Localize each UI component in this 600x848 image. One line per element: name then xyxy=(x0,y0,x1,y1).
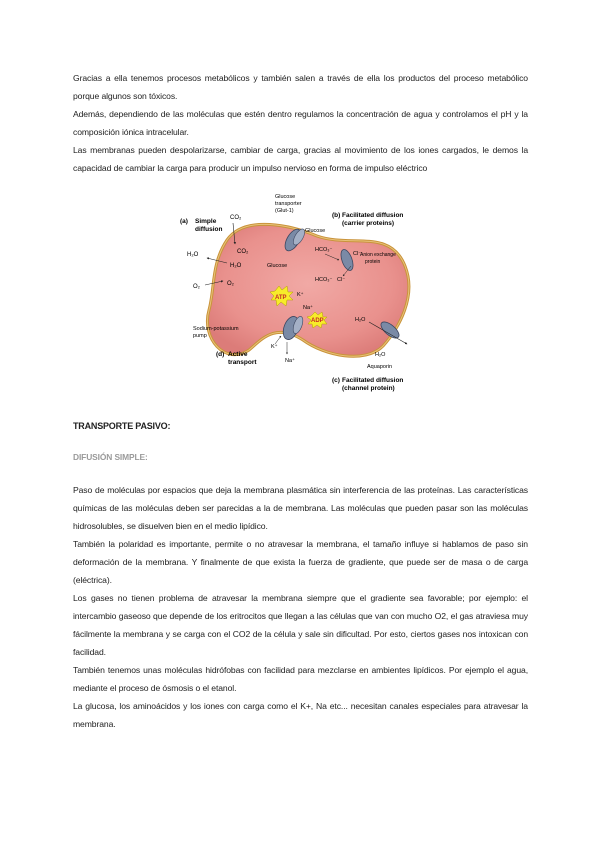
co2-inside: CO₂ xyxy=(237,249,249,255)
membrane-transport-diagram xyxy=(175,188,427,396)
label-d-2: transport xyxy=(228,359,257,366)
label-b-2: (carrier proteins) xyxy=(342,220,395,227)
section-title: TRANSPORTE PASIVO: xyxy=(73,421,171,431)
body-paragraph-4: También tenemos unas moléculas hidrófobas con facilidad para mezclarse en ambientes lipídicos. Por ejemplo el agua, mediante el proceso de ósmosis o el etanol. xyxy=(73,665,528,693)
glucose-inside: Glucose xyxy=(267,263,288,269)
cell-membrane xyxy=(207,224,408,356)
glut-label-2: transporter xyxy=(275,201,302,207)
aquaporin-label: Aquaporin xyxy=(367,364,393,370)
o2-inside: O₂ xyxy=(227,281,234,287)
body-paragraph-5: La glucosa, los aminoácidos y los iones con carga como el K+, Na etc... necesitan canales especiales para atravesar la membrana. xyxy=(73,701,528,729)
label-b-1: Facilitated diffusion xyxy=(342,212,404,219)
na-top-label: Na⁺ xyxy=(303,305,313,311)
cl-outside: Cl⁻ xyxy=(353,251,362,257)
cl-inside: Cl⁻ xyxy=(337,277,346,283)
label-d-1: Active xyxy=(228,351,248,358)
k-bottom-label: K⁺ xyxy=(271,344,278,350)
intro-paragraph-3: Las membranas pueden despolarizarse, cambiar de carga, gracias al movimiento de los iones cargados, le demos la capacidad de cambiar la carga para producir un impulso nervioso en forma de impulso eléctrico xyxy=(73,145,528,173)
body-paragraph-1: Paso de moléculas por espacios que deja la membrana plasmática sin interferencia de las proteínas. Las características químicas de las moléculas deben ser parecidas a la de membrana. Las moléculas que pueden pasar son las moléculas hidrosolubles, se disuelven bien en el medio lipídico. xyxy=(73,485,528,531)
h2o-channel-outside: H₂O xyxy=(375,352,386,358)
h2o-outside: H₂O xyxy=(187,252,199,258)
anion-label-2: protein xyxy=(365,259,381,265)
label-d-letter: (d) xyxy=(216,351,225,358)
intro-paragraph-1: Gracias a ella tenemos procesos metabólicos y también salen a través de ella los productos del proceso metabólico porque algunos son tóxicos. xyxy=(73,73,528,101)
label-b-letter: (b) xyxy=(332,212,341,219)
pump-label-1: Sodium-potassium xyxy=(193,326,239,332)
intro-paragraph-2: Además, dependiendo de las moléculas que estén dentro regulamos la concentración de agua y controlamos el pH y la composición iónica intracelular. xyxy=(73,109,528,137)
pump-label-2: pump xyxy=(193,333,207,339)
glut-label-1: Glucose xyxy=(275,194,296,200)
hco3-outside: HCO₃⁻ xyxy=(315,247,333,253)
atp-label: ATP xyxy=(275,295,287,301)
co2-outside: CO₂ xyxy=(230,215,242,221)
label-a-letter: (a) xyxy=(180,218,188,225)
label-c-letter: (c) xyxy=(332,377,340,384)
h2o-channel-inside: H₂O xyxy=(355,317,366,323)
label-a-2: diffusion xyxy=(195,226,223,233)
na-bottom-label: Na⁺ xyxy=(285,358,295,364)
subsection-title: DIFUSIÓN SIMPLE: xyxy=(73,452,148,462)
body-paragraph-3: Los gases no tienen problema de atravesar la membrana siempre que el gradiente sea favorable; por ejemplo: el intercambio gaseoso que depende de los eritrocitos que llegan a las células que van con mucho O2, el gas atraviesa muy fácilmente la membrana y se carga con el CO2 de la célula y sale sin dificultad. Por esto, ciertos gases nos intoxican con facilidad. xyxy=(73,593,528,657)
adp-label: ADP xyxy=(311,318,324,324)
body-paragraph-2: También la polaridad es importante, permite o no atravesar la membrana, el tamaño influye si hablamos de paso sin deformación de la membrana. Y finalmente de que exista la fuerza de gradiente, que puede ser de masa o de carga (eléctrica). xyxy=(73,539,528,585)
hco3-inside: HCO₃⁻ xyxy=(315,277,333,283)
glucose-outside: Glucose xyxy=(305,228,326,234)
k-top-label: K⁺ xyxy=(297,292,304,298)
label-c-2: (channel protein) xyxy=(342,385,395,392)
glut-label-3: (Glut-1) xyxy=(275,208,294,214)
label-a-1: Simple xyxy=(195,218,217,225)
h2o-inside: H₂O xyxy=(230,263,242,269)
o2-outside: O₂ xyxy=(193,284,200,290)
anion-label-1: Anion exchange xyxy=(360,252,396,258)
label-c-1: Facilitated diffusion xyxy=(342,377,404,384)
